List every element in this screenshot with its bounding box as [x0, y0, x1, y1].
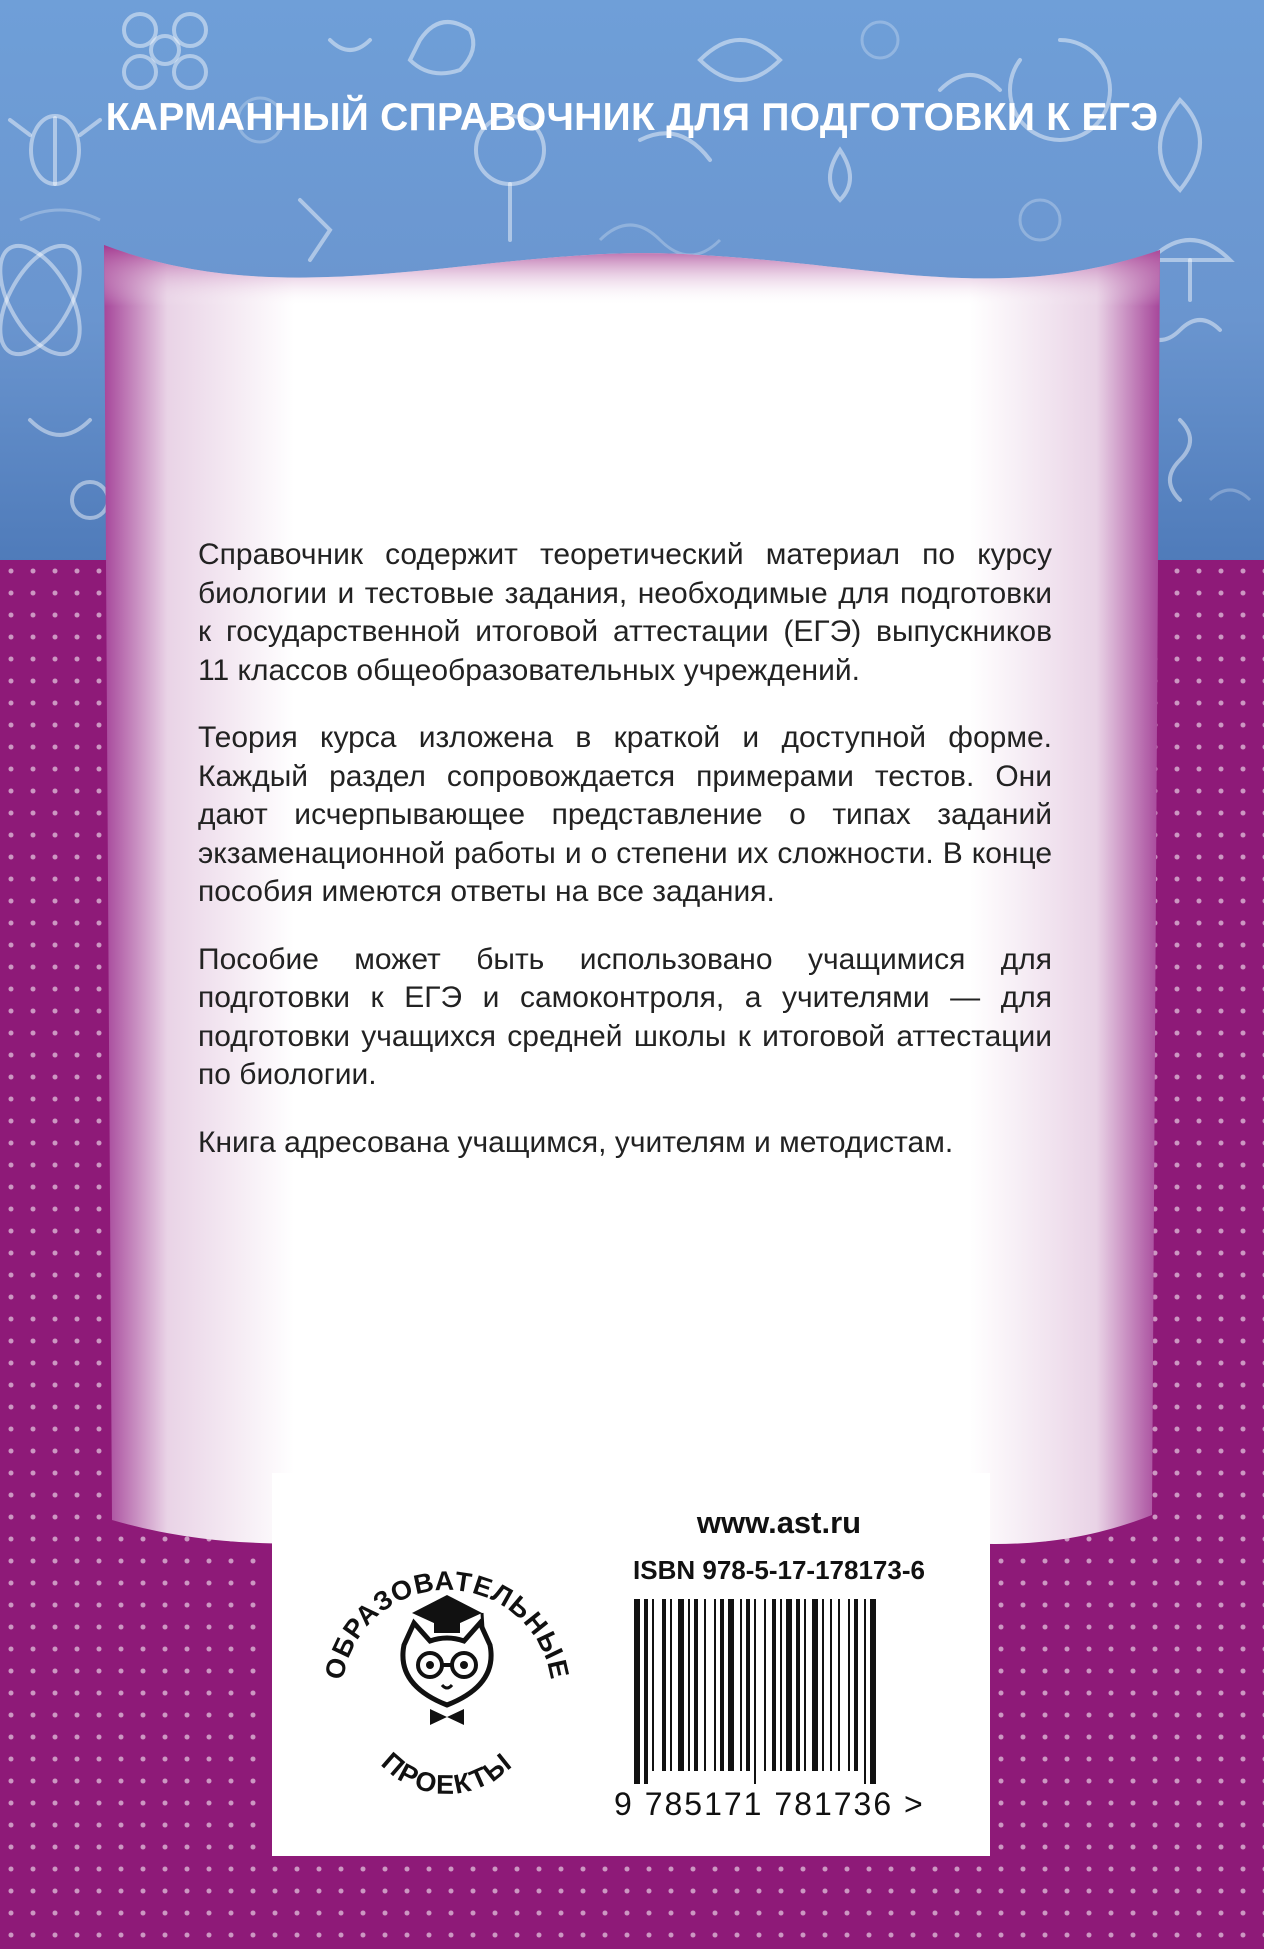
- publisher-info-box: [272, 1473, 990, 1856]
- series-title: КАРМАННЫЙ СПРАВОЧНИК ДЛЯ ПОДГОТОВКИ К ЕГЭ: [105, 96, 1159, 139]
- cat-with-graduation-cap-icon: [312, 1495, 582, 1835]
- svg-text:ПРОЕКТЫ: ПРОЕКТЫ: [375, 1746, 519, 1800]
- barcode: [634, 1599, 934, 1784]
- svg-text:ОБРАЗОВАТЕЛЬНЫЕ: ОБРАЗОВАТЕЛЬНЫЕ: [319, 1565, 575, 1683]
- publisher-url: www.ast.ru: [696, 1505, 862, 1540]
- barcode-digits: 9 785171 781736 >: [614, 1786, 925, 1822]
- isbn-number: ISBN 978-5-17-178173-6: [633, 1555, 925, 1585]
- description-paragraph-4: Книга адресована учащимся, учителям и методистам.: [198, 1125, 954, 1159]
- description-paragraph-3: Пособие может быть использовано учащимися для подготовки к ЕГЭ и самоконтроля, а учителями — для подготовки учащихся средней школы к итоговой аттестации по биологии.: [198, 942, 1052, 1091]
- description-paragraph-1: Справочник содержит теоретический материал по курсу биологии и тестовые задания, необходимые для подготовки к государственной итоговой аттестации (ЕГЭ) выпускников 11 классов общеобразовательных учреждений.: [198, 538, 1052, 687]
- description-paragraph-2: Теория курса изложена в краткой и доступной форме. Каждый раздел сопровождается примерами тестов. Они дают исчерпывающее представление о типах заданий экзаменационной работы и о степени их сложности. В конце пособия имеются ответы на все задания.: [198, 721, 1052, 908]
- description-text: [198, 536, 1052, 1191]
